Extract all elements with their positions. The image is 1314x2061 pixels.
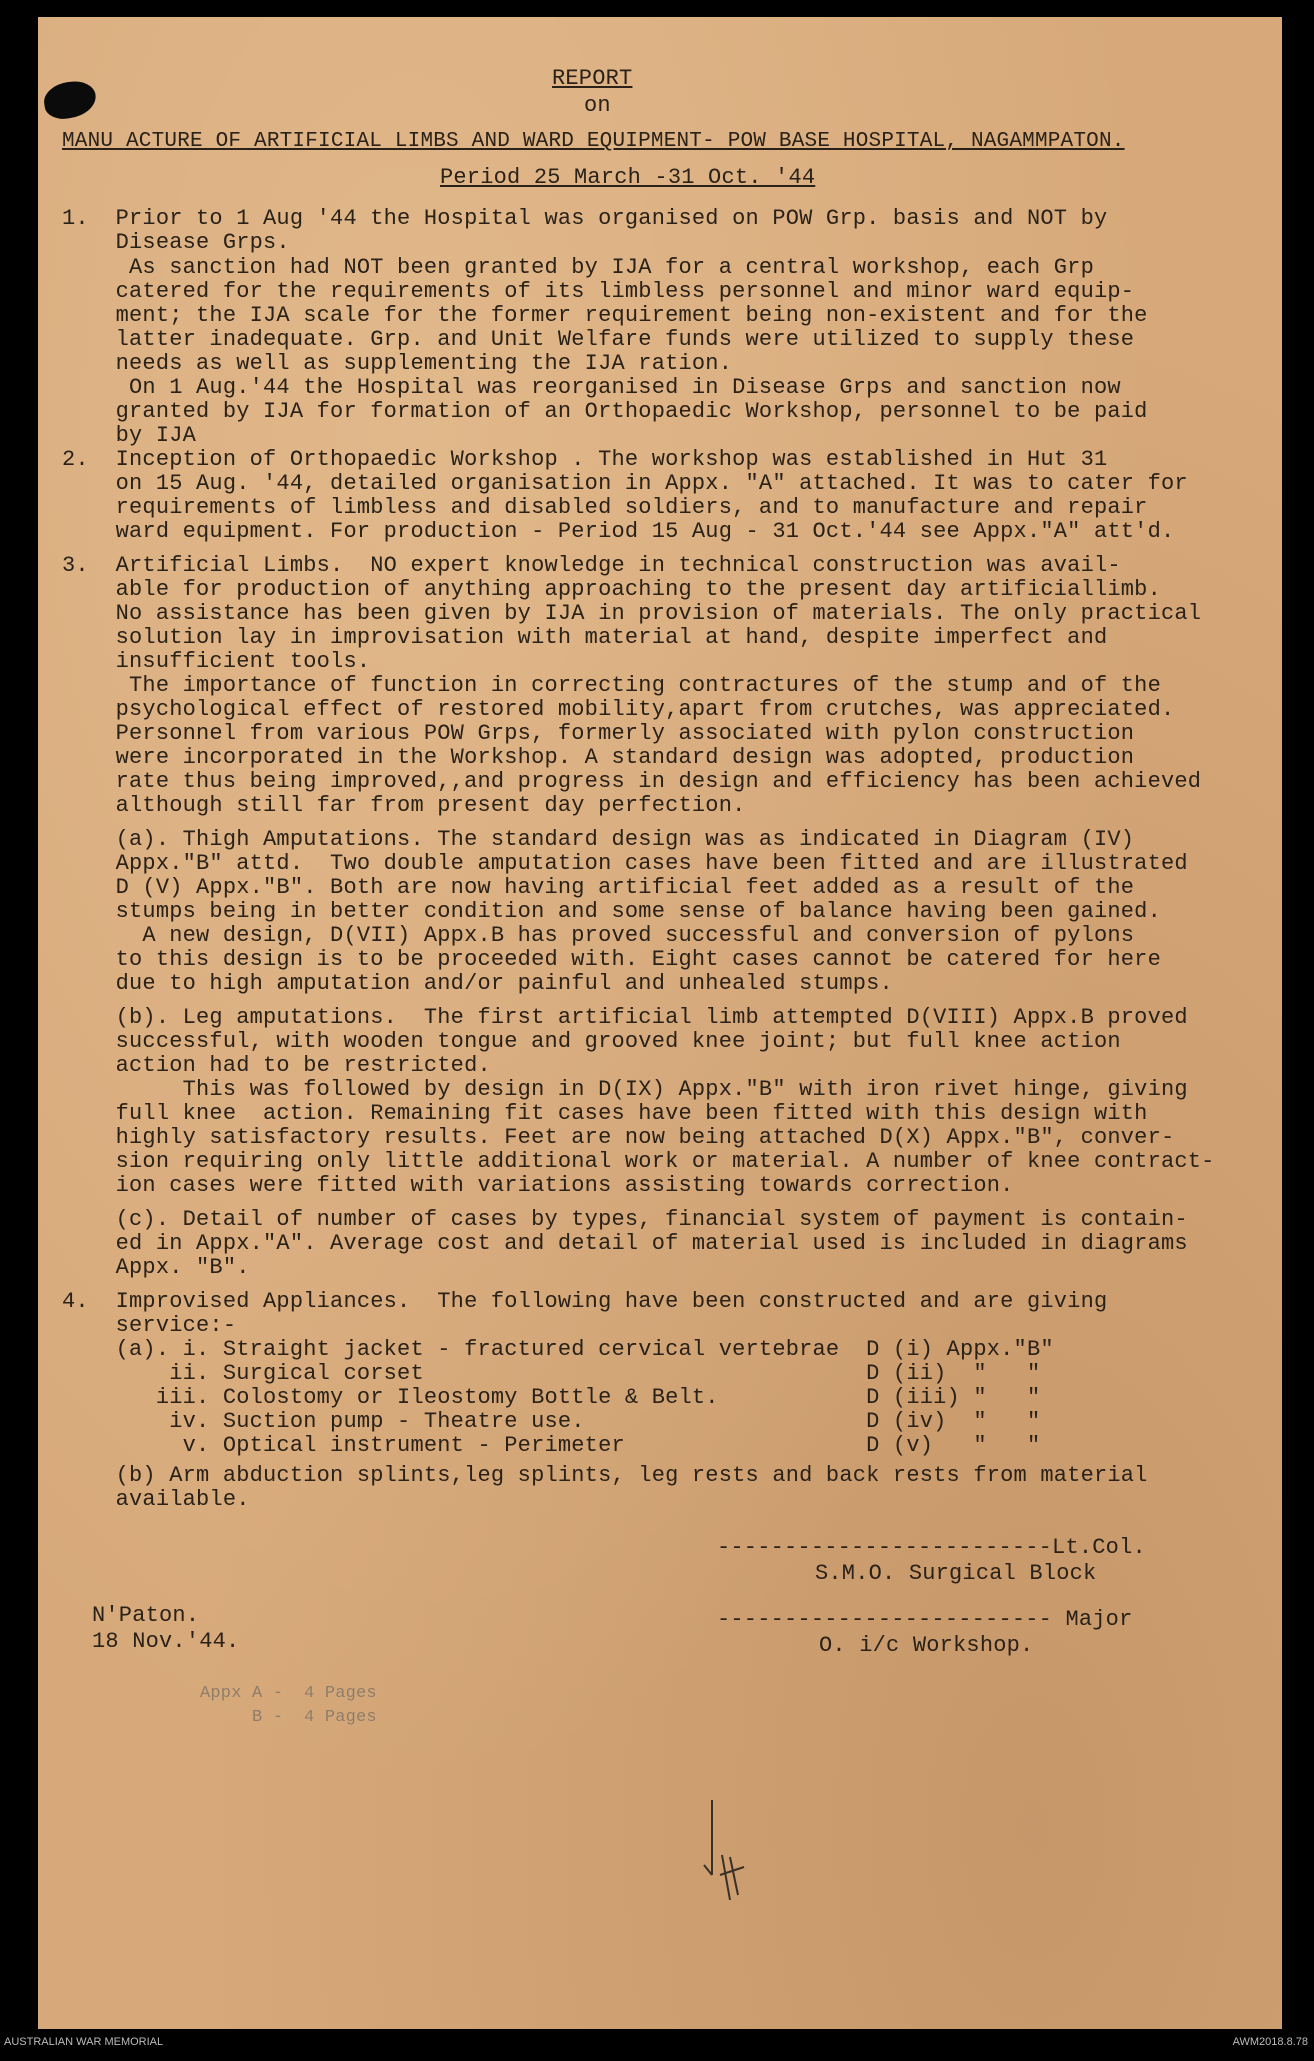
body-line: rate thus being improved,,and progress in design and efficiency has been achieved — [62, 769, 1202, 794]
body-line: On 1 Aug.'44 the Hospital was reorganised in Disease Grps and sanction now — [62, 375, 1121, 400]
body-line: Personnel from various POW Grps, formerly associated with pylon construction — [62, 721, 1135, 746]
pencil-mark — [700, 1795, 760, 1905]
signature-title-workshop: O. i/c Workshop. — [819, 1633, 1034, 1658]
body-line: 3. Artificial Limbs. NO expert knowledge in technical construction was avail- — [62, 553, 1121, 578]
signature-line-major: ------------------------- Major — [717, 1607, 1133, 1632]
body-line: were incorporated in the Workshop. A standard design was adopted, production — [62, 745, 1135, 770]
body-line: full knee action. Remaining fit cases have been fitted with this design with — [62, 1101, 1148, 1126]
body-line: successful, with wooden tongue and grooved knee joint; but full knee action — [62, 1029, 1121, 1054]
body-line: 2. Inception of Orthopaedic Workshop . The workshop was established in Hut 31 — [62, 447, 1108, 472]
body-line: (b). Leg amputations. The first artificial limb attempted D(VIII) Appx.B proved — [62, 1005, 1188, 1030]
body-line: available. — [62, 1487, 250, 1512]
body-line: by IJA — [62, 423, 197, 448]
body-line: catered for the requirements of its limbless personnel and minor ward equip- — [62, 279, 1135, 304]
place-label: N'Paton. — [92, 1603, 200, 1628]
body-line: (a). i. Straight jacket - fractured cervical vertebrae D (i) Appx."B" — [62, 1337, 1054, 1362]
body-line: insufficient tools. — [62, 649, 371, 674]
body-line: v. Optical instrument - Perimeter D (v) " " — [62, 1433, 1041, 1458]
body-line: highly satisfactory results. Feet are now being attached D(X) Appx."B", conver- — [62, 1125, 1175, 1150]
body-line: latter inadequate. Grp. and Unit Welfare funds were utilized to supply these — [62, 327, 1135, 352]
body-line: No assistance has been given by IJA in provision of materials. The only practical — [62, 601, 1202, 626]
body-line: D (V) Appx."B". Both are now having artificial feet added as a result of the — [62, 875, 1135, 900]
body-line: psychological effect of restored mobility,apart from crutches, was appreciated. — [62, 697, 1175, 722]
body-line: (b) Arm abduction splints,leg splints, leg rests and back rests from material — [62, 1463, 1148, 1488]
signature-line-ltcol: -------------------------Lt.Col. — [717, 1535, 1146, 1560]
report-title: REPORT — [552, 66, 633, 91]
body-line: The importance of function in correcting contractures of the stump and of the — [62, 673, 1161, 698]
pencil-note-2: B - 4 Pages — [200, 1708, 377, 1727]
report-period: Period 25 March -31 Oct. '44 — [440, 165, 816, 190]
body-line: As sanction had NOT been granted by IJA for a central workshop, each Grp — [62, 255, 1094, 280]
body-line: requirements of limbless and disabled soldiers, and to manufacture and repair — [62, 495, 1148, 520]
body-line: Disease Grps. — [62, 230, 290, 255]
body-line: A new design, D(VII) Appx.B has proved successful and conversion of pylons — [62, 923, 1135, 948]
footer-right: AWM2018.8.78 — [1232, 2036, 1308, 2048]
pencil-note-1: Appx A - 4 Pages — [200, 1684, 377, 1703]
body-line: This was followed by design in D(IX) Appx."B" with iron rivet hinge, giving — [62, 1077, 1188, 1102]
body-line: (c). Detail of number of cases by types, financial system of payment is contain- — [62, 1207, 1188, 1232]
signature-title-smo: S.M.O. Surgical Block — [815, 1561, 1097, 1586]
body-line: ment; the IJA scale for the former requirement being non-existent and for the — [62, 303, 1148, 328]
body-line: ii. Surgical corset D (ii) " " — [62, 1361, 1041, 1386]
report-subtitle: on — [584, 93, 611, 118]
body-line: ion cases were fitted with variations assisting towards correction. — [62, 1173, 1014, 1198]
body-line: to this design is to be proceeded with. Eight cases cannot be catered for here — [62, 947, 1161, 972]
body-line: action had to be restricted. — [62, 1053, 491, 1078]
body-line: ward equipment. For production - Period 15 Aug - 31 Oct.'44 see Appx."A" att'd. — [62, 519, 1175, 544]
body-line: 4. Improvised Appliances. The following have been constructed and are giving — [62, 1289, 1108, 1314]
body-line: able for production of anything approaching to the present day artificiallimb. — [62, 577, 1161, 602]
body-line: sion requiring only little additional work or material. A number of knee contract- — [62, 1149, 1215, 1174]
footer-left: AUSTRALIAN WAR MEMORIAL — [4, 2036, 164, 2048]
report-heading: MANU ACTURE OF ARTIFICIAL LIMBS AND WARD EQUIPMENT- POW BASE HOSPITAL, NAGAMMPATON. — [62, 130, 1125, 153]
body-line: due to high amputation and/or painful and unhealed stumps. — [62, 971, 893, 996]
body-line: although still far from present day perfection. — [62, 793, 746, 818]
body-line: needs as well as supplementing the IJA ration. — [62, 351, 733, 376]
body-line: Appx."B" attd. Two double amputation cases have been fitted and are illustrated — [62, 851, 1188, 876]
body-line: iii. Colostomy or Ileostomy Bottle & Belt. D (iii) " " — [62, 1385, 1041, 1410]
date-label: 18 Nov.'44. — [92, 1629, 240, 1654]
body-line: service:- — [62, 1313, 237, 1338]
body-line: (a). Thigh Amputations. The standard design was as indicated in Diagram (IV) — [62, 827, 1135, 852]
body-line: iv. Suction pump - Theatre use. D (iv) " " — [62, 1409, 1041, 1434]
body-line: granted by IJA for formation of an Orthopaedic Workshop, personnel to be paid — [62, 399, 1148, 424]
body-line: Appx. "B". — [62, 1255, 250, 1280]
body-line: stumps being in better condition and some sense of balance having been gained. — [62, 899, 1161, 924]
body-line: on 15 Aug. '44, detailed organisation in Appx. "A" attached. It was to cater for — [62, 471, 1188, 496]
body-line: ed in Appx."A". Average cost and detail of material used is included in diagrams — [62, 1231, 1188, 1256]
body-line: 1. Prior to 1 Aug '44 the Hospital was organised on POW Grp. basis and NOT by — [62, 206, 1108, 231]
body-line: solution lay in improvisation with material at hand, despite imperfect and — [62, 625, 1108, 650]
